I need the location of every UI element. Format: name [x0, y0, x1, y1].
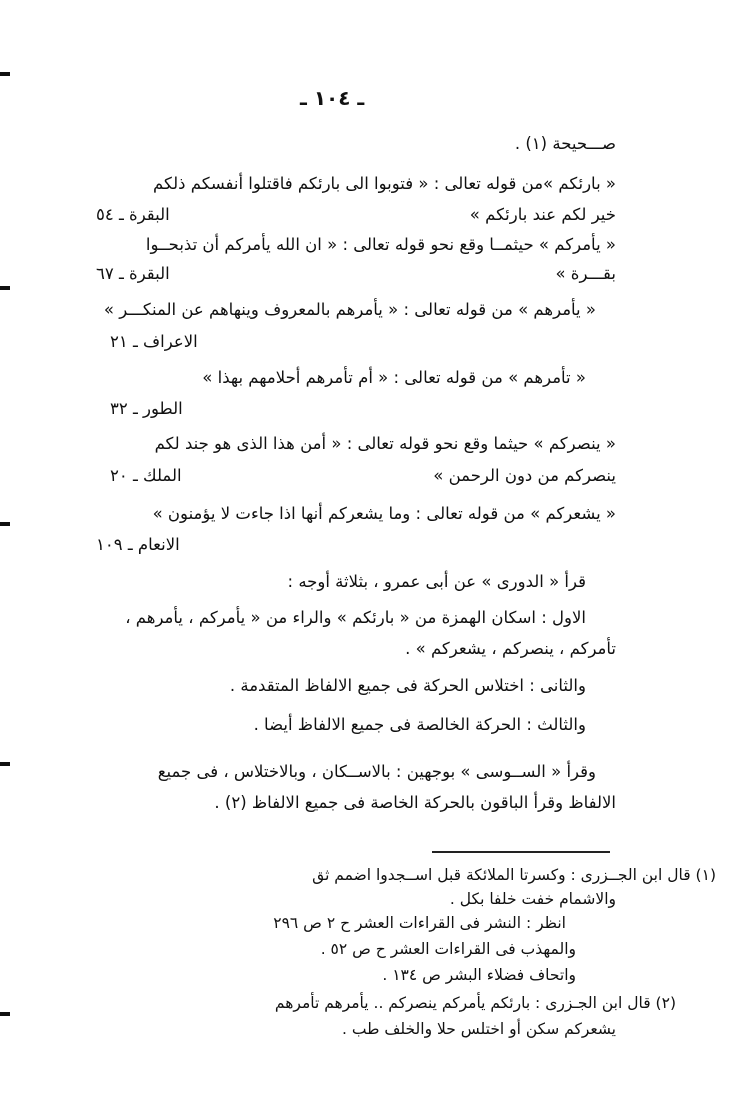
- body-paragraph: والثالث : الحركة الخالصة فى جميع الالفاظ أيضا .: [253, 715, 586, 734]
- entry-reference: الانعام ـ ١٠٩: [96, 535, 180, 554]
- body-paragraph: قرأ « الدورى » عن أبى عمرو ، بثلاثة أوجه :: [287, 572, 586, 591]
- entry-line: « ينصركم » حيثما وقع نحو قوله تعالى : « أمن هذا الذى هو جند لكم: [154, 434, 616, 453]
- margin-mark: [0, 762, 10, 766]
- entry-reference: الملك ـ ٢٠: [110, 466, 182, 485]
- footnote-line: والاشمام خفت خلفا بكل .: [449, 890, 616, 908]
- margin-mark: [0, 522, 10, 526]
- entry-line: « يشعركم » من قوله تعالى : وما يشعركم أنها اذا جاءت لا يؤمنون »: [152, 504, 616, 523]
- page-number: ـ ١٠٤ ـ: [300, 86, 365, 110]
- entry-reference: البقرة ـ ٦٧: [96, 264, 170, 283]
- body-paragraph: الاول : اسكان الهمزة من « بارئكم » والراء من « يأمركم ، يأمرهم ،: [125, 608, 586, 627]
- entry-reference: الطور ـ ٣٢: [110, 399, 183, 418]
- entry-line: « بارئكم »من قوله تعالى : « فتوبوا الى بارئكم فاقتلوا أنفسكم ذلكم: [153, 174, 616, 193]
- footnote-line: والمهذب فى القراءات العشر ح ص ٥٢ .: [320, 940, 576, 958]
- margin-mark: [0, 72, 10, 76]
- footnote-line: (٢) قال ابن الجـزرى : بارئكم يأمركم ينصركم .. يأمرهم تأمرهم: [274, 994, 676, 1012]
- entry-continuation: خير لكم عند بارئكم »: [469, 205, 616, 224]
- footnote-line: يشعركم سكن أو اختلس حلا والخلف طب .: [342, 1020, 616, 1038]
- margin-mark: [0, 1012, 10, 1016]
- body-paragraph: تأمركم ، ينصركم ، يشعركم » .: [405, 639, 616, 658]
- entry-line: « تأمرهم » من قوله تعالى : « أم تأمرهم أحلامهم بهذا »: [202, 368, 586, 387]
- top-word: صـــحيحة (١) .: [514, 134, 616, 153]
- body-paragraph: والثانى : اختلاس الحركة فى جميع الالفاظ المتقدمة .: [229, 676, 586, 695]
- body-paragraph: الالفاظ وقرأ الباقون بالحركة الخاصة فى جميع الالفاظ (٢) .: [214, 793, 616, 812]
- footnote-divider: [432, 851, 610, 853]
- body-paragraph: وقرأ « الســوسى » بوجهين : بالاســكان ، وبالاختلاس ، فى جميع: [157, 762, 596, 781]
- margin-mark: [0, 286, 10, 290]
- entry-line: « يأمركم » حيثمــا وقع نحو قوله تعالى : « ان الله يأمركم أن تذبحــوا: [145, 235, 616, 254]
- footnote-line: (١) قال ابن الجــزرى : وكسرتا الملائكة قبل اســجدوا اضمم ثق: [312, 866, 716, 884]
- entry-continuation: بقـــرة »: [555, 264, 616, 283]
- footnote-line: واتحاف فضلاء البشر ص ١٣٤ .: [382, 966, 576, 984]
- entry-line: « يأمرهم » من قوله تعالى : « يأمرهم بالمعروف وينهاهم عن المنكـــر »: [103, 300, 596, 319]
- entry-reference: الاعراف ـ ٢١: [110, 332, 198, 351]
- entry-reference: البقرة ـ ٥٤: [96, 205, 170, 224]
- entry-continuation: ينصركم من دون الرحمن »: [433, 466, 616, 485]
- footnote-line: انظر : النشر فى القراءات العشر ح ٢ ص ٢٩٦: [273, 914, 566, 932]
